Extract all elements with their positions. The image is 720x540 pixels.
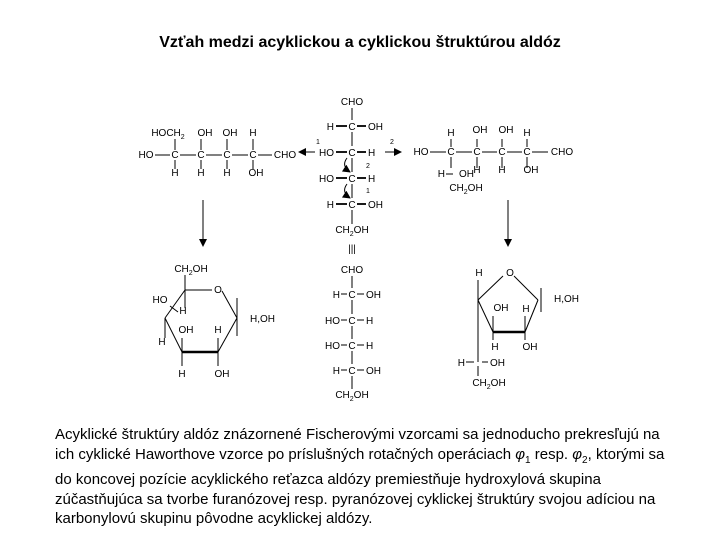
atom-label: H [447, 128, 455, 139]
rot-arrow-phi2 [345, 158, 350, 172]
atom-label: HO [413, 147, 429, 158]
atom-label: H [178, 369, 186, 380]
atom-label: HO [319, 174, 334, 185]
rot-arrow-phi1 [345, 184, 350, 198]
atom-label: HO [325, 341, 340, 352]
description-text [55, 425, 675, 529]
atom-label: HO [319, 148, 334, 159]
bond-line [478, 276, 503, 300]
carbon-label: C [249, 150, 257, 161]
atom-label: OH [522, 342, 538, 353]
atom-label: OH [498, 125, 514, 136]
equivalence-sign: ||| [348, 244, 356, 255]
atom-label: H [158, 337, 166, 348]
carbon-label: C [348, 316, 356, 327]
atom-label: OH [248, 168, 264, 179]
carbon-label: C [171, 150, 179, 161]
atom-label: H [223, 168, 231, 179]
atom-label: H [523, 128, 531, 139]
ring-oxygen: O [506, 268, 514, 279]
carbon-label: C [473, 147, 481, 158]
atom-label: OH [366, 366, 381, 377]
ch2oh-label: $CH_2OH$ [335, 225, 369, 238]
atom-label: H [475, 268, 483, 279]
atom-label: H [368, 148, 376, 159]
cho-label: CHO [340, 265, 364, 276]
atom-label: H [491, 342, 499, 353]
carbon-label: C [447, 147, 455, 158]
atom-label: H [437, 169, 445, 180]
atom-label: H [214, 325, 222, 336]
atom-label: H [249, 128, 257, 139]
cho-label: CHO [340, 97, 364, 108]
page-title: Vzťah medzi acyklickou a cyklickou štruktúrou aldóz [159, 34, 561, 51]
bond-line [478, 300, 493, 332]
atom-label: OH [459, 169, 474, 180]
atom-label: H [326, 122, 334, 133]
atom-label: H [498, 165, 506, 176]
phi1-label: 1 [316, 139, 320, 146]
phi2-label: 2 [366, 163, 370, 170]
atom-label: H [366, 341, 374, 352]
atom-label: OH [197, 128, 213, 139]
atom-label: OH [368, 122, 383, 133]
carbon-label: C [348, 148, 356, 159]
atom-label: OH [214, 369, 230, 380]
atom-label: H [368, 174, 376, 185]
atom-label: H [522, 304, 530, 315]
anomeric-label: H,OH [250, 314, 275, 325]
atom-label: H [473, 165, 481, 176]
carbon-label: C [348, 366, 356, 377]
atom-label: H [326, 200, 334, 211]
atom-label: H [457, 358, 465, 369]
atom-label: OH [493, 303, 509, 314]
atom-label: H [332, 290, 340, 301]
ch2oh-label: $CH_2OH$ [472, 378, 506, 391]
ring-oxygen: O [214, 285, 222, 296]
carbon-label: C [197, 150, 205, 161]
anomeric-label: H,OH [554, 294, 579, 305]
cho-label: CHO [273, 150, 297, 161]
phi2-label: 2 [390, 139, 394, 146]
atom-label: H [179, 306, 187, 317]
cho-label: CHO [550, 147, 574, 158]
atom-label: OH [368, 200, 383, 211]
carbon-label: C [348, 174, 356, 185]
atom-label: H [197, 168, 205, 179]
ch2oh-label: $CH_2OH$ [449, 183, 483, 196]
carbon-label: C [223, 150, 231, 161]
description-body: Acyklické štruktúry aldóz znázornené Fischerovými vzorcami sa jednoducho prekresľujú na ich cyklické Haworthove vzorce po príslušných rotačných operáciach $\varphi_1$ resp. $\varphi_2$, ktorými sa do koncovej pozície acyklického reťazca aldózy premiestňuje hydroxylová skupina zúčastňujúca sa tvorbe furanózovej resp. pyranózovej cyklickej štruktúry svojou adíciou na karbonylovú skupinu pôvodne acyklickej aldózy. [55, 426, 665, 527]
carbon-label: C [498, 147, 506, 158]
atom-label: OH [222, 128, 238, 139]
atom-label: OH [490, 358, 505, 369]
carbon-label: C [348, 122, 356, 133]
bond-line [222, 291, 237, 318]
atom-label: OH [366, 290, 381, 301]
carbon-label: C [348, 341, 356, 352]
atom-label: HO [325, 316, 340, 327]
ch2oh-label: $CH_2OH$ [174, 264, 208, 277]
carbon-label: C [348, 200, 356, 211]
atom-label: OH [178, 325, 194, 336]
atom-label: HO [138, 150, 154, 161]
carbon-label: C [523, 147, 531, 158]
atom-label: OH [472, 125, 488, 136]
atom-label: H [332, 366, 340, 377]
carbon-label: C [348, 290, 356, 301]
phi1-label: 1 [366, 188, 370, 195]
atom-label: OH [523, 165, 539, 176]
hoch2-label: $HOCH_2$ [151, 128, 185, 141]
bond-line [514, 276, 538, 300]
atom-label: HO [152, 295, 168, 306]
atom-label: H [171, 168, 179, 179]
ch2oh-label: $CH_2OH$ [335, 390, 369, 403]
atom-label: H [366, 316, 374, 327]
